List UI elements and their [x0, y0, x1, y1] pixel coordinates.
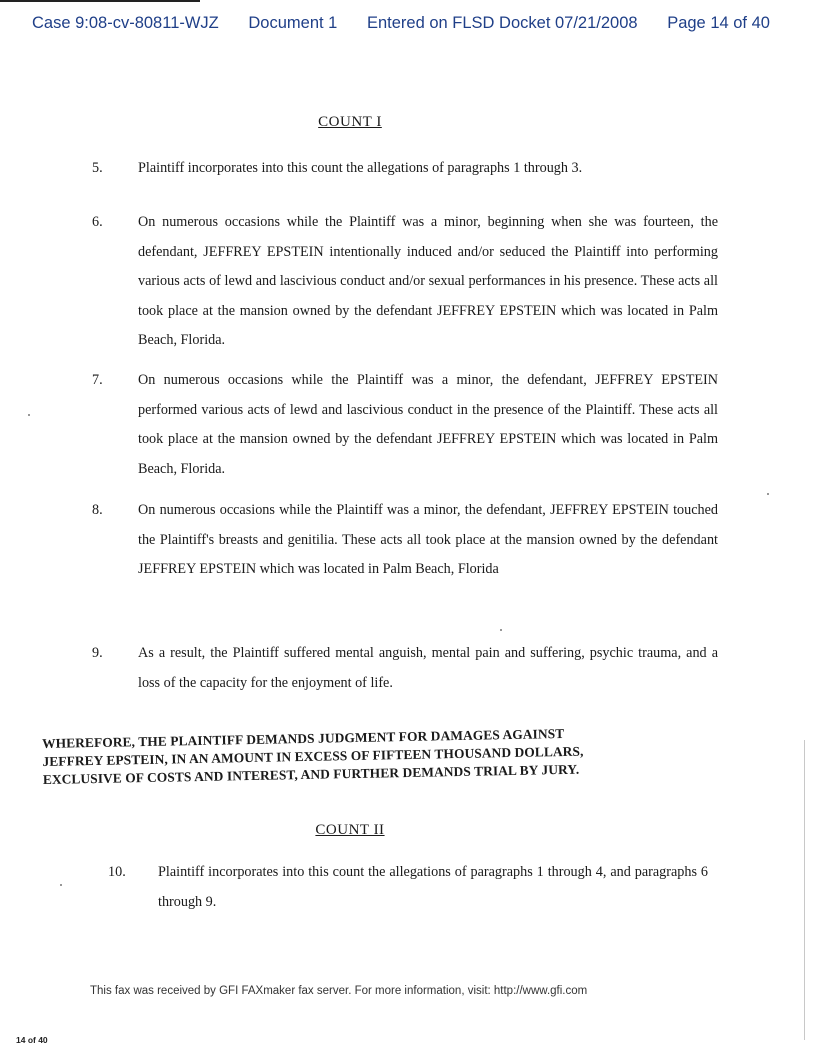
scan-speck [28, 414, 30, 416]
count-ii-title: COUNT II [315, 822, 385, 838]
demand-line: JEFFREY EPSTEIN, IN AN AMOUNT IN EXCESS OF FIFTEEN THOUSAND DOLLARS, [42, 743, 584, 769]
court-header [32, 14, 770, 40]
scan-speck [500, 629, 502, 631]
paragraph-number: 6. [92, 214, 103, 230]
paragraph-number: 5. [92, 160, 103, 176]
demand-line: WHEREFORE, THE PLAINTIFF DEMANDS JUDGMENT FOR DAMAGES AGAINST [42, 725, 565, 751]
paragraph-text: On numerous occasions while the Plaintiff was a minor, beginning when she was fourteen, the defendant, JEFFREY EPSTEIN intentionally induced and/or seduced the Plaintiff into performing various acts of lewd and lascivious conduct and/or sexual performances in his presence. These acts all took place at the mansion owned by the defendant JEFFREY EPSTEIN which was located in Palm Beach, Florida. [138, 214, 718, 348]
fax-transmission-header [0, 0, 820, 9]
docket-entry: Entered on FLSD Docket 07/21/2008 [366, 14, 638, 32]
fax-server-note: This fax was received by GFI FAXmaker fax server. For more information, visit: http://www.gfi.com [90, 985, 588, 997]
scan-speck [767, 493, 769, 495]
paragraph-number: 7. [92, 372, 103, 388]
paragraph-text: Plaintiff incorporates into this count the allegations of paragraphs 1 through 4, and paragraphs 6 through 9. [158, 864, 708, 910]
wherefore-demand [42, 721, 748, 789]
paragraph-number: 10. [108, 864, 126, 880]
paragraph-number: 8. [92, 502, 103, 518]
paragraph-number: 9. [92, 645, 103, 661]
paragraph-text: As a result, the Plaintiff suffered mental anguish, mental pain and suffering, psychic trauma, and a loss of the capacity for the enjoyment of life. [138, 645, 718, 691]
paragraph-text: On numerous occasions while the Plaintiff was a minor, the defendant, JEFFREY EPSTEIN touched the Plaintiff's breasts and genitilia. These acts all took place at the mansion owned by the defendant JEFFREY EPSTEIN which was located in Palm Beach, Florida [138, 502, 718, 577]
demand-line: EXCLUSIVE OF COSTS AND INTEREST, AND FURTHER DEMANDS TRIAL BY JURY. [42, 761, 580, 787]
fax-header-rule [0, 0, 200, 2]
case-number: Case 9:08-cv-80811-WJZ [32, 14, 219, 32]
page-indicator: Page 14 of 40 [667, 14, 770, 32]
page-marker: 14 of 40 [16, 1035, 48, 1045]
scan-speck [60, 884, 62, 886]
paragraph-text: Plaintiff incorporates into this count the allegations of paragraphs 1 through 3. [138, 160, 583, 176]
scan-edge-line [804, 740, 805, 1040]
paragraph-text: On numerous occasions while the Plaintiff was a minor, the defendant, JEFFREY EPSTEIN performed various acts of lewd and lascivious conduct in the presence of the Plaintiff. These acts all took place at the mansion owned by the defendant JEFFREY EPSTEIN which was located in Palm Beach, Florida. [138, 372, 718, 477]
document-number: Document 1 [248, 14, 338, 32]
count-i-title: COUNT I [318, 114, 382, 130]
